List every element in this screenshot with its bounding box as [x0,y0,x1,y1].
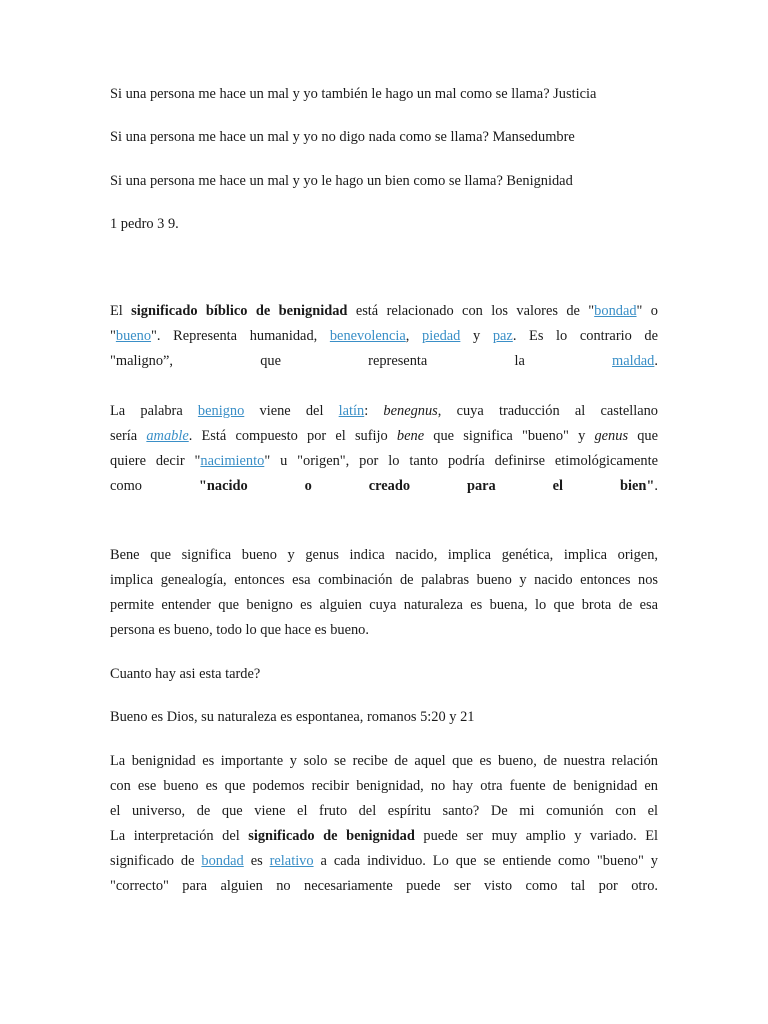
p2-line-3: quiere decir "nacimiento" u "origen", por lo tanto podría definirse etimológicamente [110,453,658,469]
link-maldad[interactable]: maldad [612,353,655,369]
link-relativo[interactable]: relativo [269,853,314,869]
link-bondad-2[interactable]: bondad [201,853,244,869]
link-bueno[interactable]: bueno [115,328,152,344]
p2-line-4: como "nacido o creado para el bien". [110,478,658,494]
paragraph-bene-genus: Bene que significa bueno y genus indica nacido, implica genética, implica origen, implica genealogía, entonces esa combinación de palabras bueno y nacido entonces nos permite entender que benigno es alguien cuya naturaleza es buena, lo que brota de esa persona es bueno, todo lo que hace es bueno. [110,547,658,638]
bible-reference: 1 pedro 3 9. [110,216,179,232]
p1-line-2: "bueno". Representa humanidad, benevolencia, piedad y paz. Es lo contrario de [110,328,659,344]
line-bueno-es-dios: Bueno es Dios, su naturaleza es espontanea, romanos 5:20 y 21 [110,709,475,725]
p2-line-1: La palabra benigno viene del latín: benegnus, cuya traducción al castellano [110,403,658,419]
link-benigno[interactable]: benigno [197,403,245,419]
p4-line-5: significado de bondad es relativo a cada individuo. Lo que se entiende como "bueno" y [110,853,658,869]
p4-line-6: "correcto" para alguien no necesariamente puede ser visto como tal por otro. [110,878,658,894]
p1-line-3: "maligno”, que representa la maldad. [110,353,658,369]
paragraph-benignidad-importante: La benignidad es importante y solo se recibe de aquel que es bueno, de nuestra relación con ese bueno es que podemos recibir benignidad, no hay otra fuente de benignidad en el universo, de que viene el fruto del espíritu santo? De mi comunión con el La interpretación del significado de benignidad puede ser muy amplio y variado. El significado de bondad es relativo a cada individuo. Lo que se entiende como "bueno" y "correcto" para alguien no necesariamente puede ser visto como tal por otro. [110,749,658,899]
bold-significado-biblico: significado bíblico de benignidad [131,303,348,319]
link-amable[interactable]: amable [146,428,189,444]
link-piedad[interactable]: piedad [422,328,461,344]
link-bondad[interactable]: bondad [594,303,637,319]
link-latin[interactable]: latín [338,403,365,419]
paragraph-significado-biblico [110,299,658,374]
link-nacimiento[interactable]: nacimiento [200,453,265,469]
link-paz[interactable]: paz [492,328,513,344]
question-benignidad: Si una persona me hace un mal y yo le hago un bien como se llama? Benignidad [110,173,573,189]
p4-line-4: La interpretación del significado de benignidad puede ser muy amplio y variado. El [110,828,658,844]
question-mansedumbre: Si una persona me hace un mal y yo no digo nada como se llama? Mansedumbre [110,129,575,145]
p2-line-2: sería amable. Está compuesto por el sufijo bene que significa "bueno" y genus que [110,428,659,444]
paragraph-palabra-benigno [110,399,658,499]
question-justicia: Si una persona me hace un mal y yo también le hago un mal como se llama? Justicia [110,86,597,102]
link-benevolencia[interactable]: benevolencia [329,328,406,344]
line-cuanto-hay: Cuanto hay asi esta tarde? [110,666,261,682]
bold-significado-benignidad: significado de benignidad [248,828,415,844]
p1-line-1: El significado bíblico de benignidad está relacionado con los valores de "bondad" o [110,303,658,319]
